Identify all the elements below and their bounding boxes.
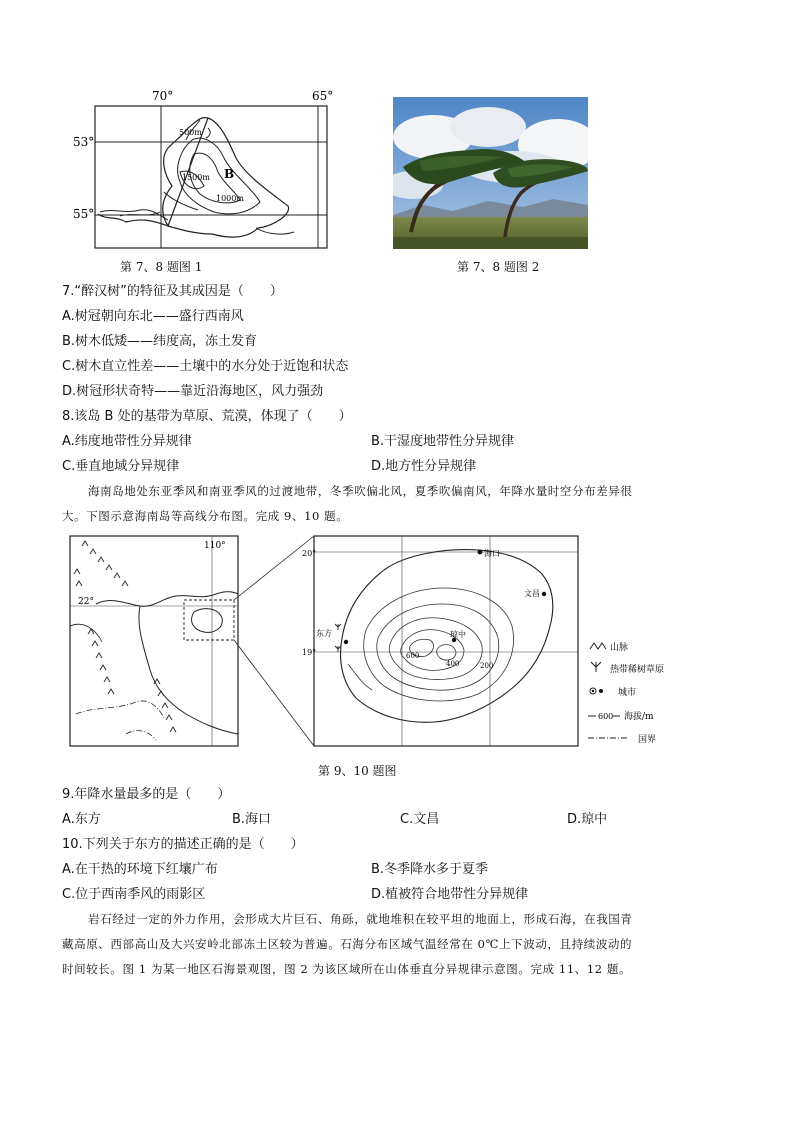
city-dongfang-label: 东方 — [316, 629, 332, 638]
contour-1500-label: 1500m — [182, 173, 210, 182]
q9-option-d: D.琼中 — [567, 812, 608, 827]
q10-stem: 10.下列关于东方的描述正确的是（ ） — [62, 837, 304, 852]
q9-option-c: C.文昌 — [400, 812, 440, 827]
q8-option-b: B.干湿度地带性分异规律 — [371, 434, 515, 449]
q9-option-b: B.海口 — [232, 812, 272, 827]
q7-option-c: C.树木直立性差——土壤中的水分处于近饱和状态 — [62, 359, 349, 374]
fig1-contour-map — [60, 88, 340, 253]
legend-elevation-label: 海拔/m — [624, 712, 654, 722]
intro-11-12-line1: 岩石经过一定的外力作用，会形成大片巨石、角砾，就地堆积在较平坦的地面上，形成石海，在我国青 — [88, 912, 633, 926]
q8-stem: 8.该岛 B 处的基带为草原、荒漠，体现了（ ） — [62, 409, 352, 424]
intro-11-12-line2: 藏高原、西部高山及大兴安岭北部冻土区较为普遍。石海分布区域气温经常在 0℃上下波动，且持续波动的 — [62, 937, 633, 951]
contour-1000-label: 1000m — [216, 194, 244, 203]
point-b-label: B — [224, 167, 235, 181]
intro-11-12-line3: 时间较长。图 1 为某一地区石海景观图，图 2 为该区域所在山体垂直分异规律示意图。完成 11、12 题。 — [62, 962, 632, 976]
q10-option-b: B.冬季降水多于夏季 — [371, 862, 489, 877]
lon-65-label: 65° — [312, 89, 334, 103]
q8-option-c: C.垂直地域分异规律 — [62, 459, 180, 474]
q8-option-d: D.地方性分异规律 — [371, 459, 477, 474]
contour-400-label: 400 — [446, 660, 460, 668]
q8-option-a: A.纬度地带性分异规律 — [62, 434, 192, 449]
intro-9-10-line2: 大。下图示意海南岛等高线分布图。完成 9、10 题。 — [62, 509, 349, 523]
intro-9-10-line1: 海南岛地处东亚季风和南亚季风的过渡地带，冬季吹偏北风，夏季吹偏南风，年降水量时空分布差异很 — [88, 484, 633, 498]
q7-stem: 7.“醉汉树”的特征及其成因是（ ） — [62, 284, 283, 299]
map-legend — [588, 641, 664, 745]
q7-option-b: B.树木低矮——纬度高，冻土发育 — [62, 334, 258, 349]
q10-option-d: D.植被符合地带性分异规律 — [371, 887, 529, 902]
contour-500-label: 500m — [179, 128, 202, 137]
legend-city-label: 城市 — [618, 688, 637, 698]
hainan-map-figure — [66, 534, 726, 750]
q10-option-a: A.在干热的环境下红壤广布 — [62, 862, 218, 877]
lon-110-label: 110° — [204, 541, 226, 551]
city-qiongzhong-label: 琼中 — [450, 630, 466, 639]
lat-53-label: 53° — [73, 135, 95, 149]
drunken-tree-photo — [393, 97, 588, 249]
fig2-caption: 第 7、8 题图 2 — [457, 260, 540, 274]
q9-stem: 9.年降水量最多的是（ ） — [62, 787, 231, 802]
city-wenchang-label: 文昌 — [524, 589, 540, 598]
q7-option-a: A.树冠朝向东北——盛行西南风 — [62, 309, 244, 324]
fig3-caption: 第 9、10 题图 — [318, 764, 397, 778]
city-haikou-label: 海口 — [484, 549, 500, 558]
legend-savanna-label: 热带稀树草原 — [610, 665, 665, 675]
legend-border-label: 国界 — [638, 735, 657, 745]
lat-22-label: 22° — [78, 597, 94, 607]
lon-70-label: 70° — [152, 89, 174, 103]
fig1-caption: 第 7、8 题图 1 — [120, 260, 203, 274]
contour-200-label: 200 — [480, 662, 494, 670]
contour-600-label: 600 — [406, 652, 420, 660]
lat-19-label: 19° — [302, 648, 317, 657]
lat-55-label: 55° — [73, 207, 95, 221]
q10-option-c: C.位于西南季风的雨影区 — [62, 887, 206, 902]
q7-option-d: D.树冠形状奇特——靠近沿海地区，风力强劲 — [62, 384, 324, 399]
legend-mountain-label: 山脉 — [610, 643, 629, 653]
q9-option-a: A.东方 — [62, 812, 101, 827]
lat-20-label: 20° — [302, 549, 317, 558]
legend-elevation-value: 600 — [598, 712, 614, 721]
